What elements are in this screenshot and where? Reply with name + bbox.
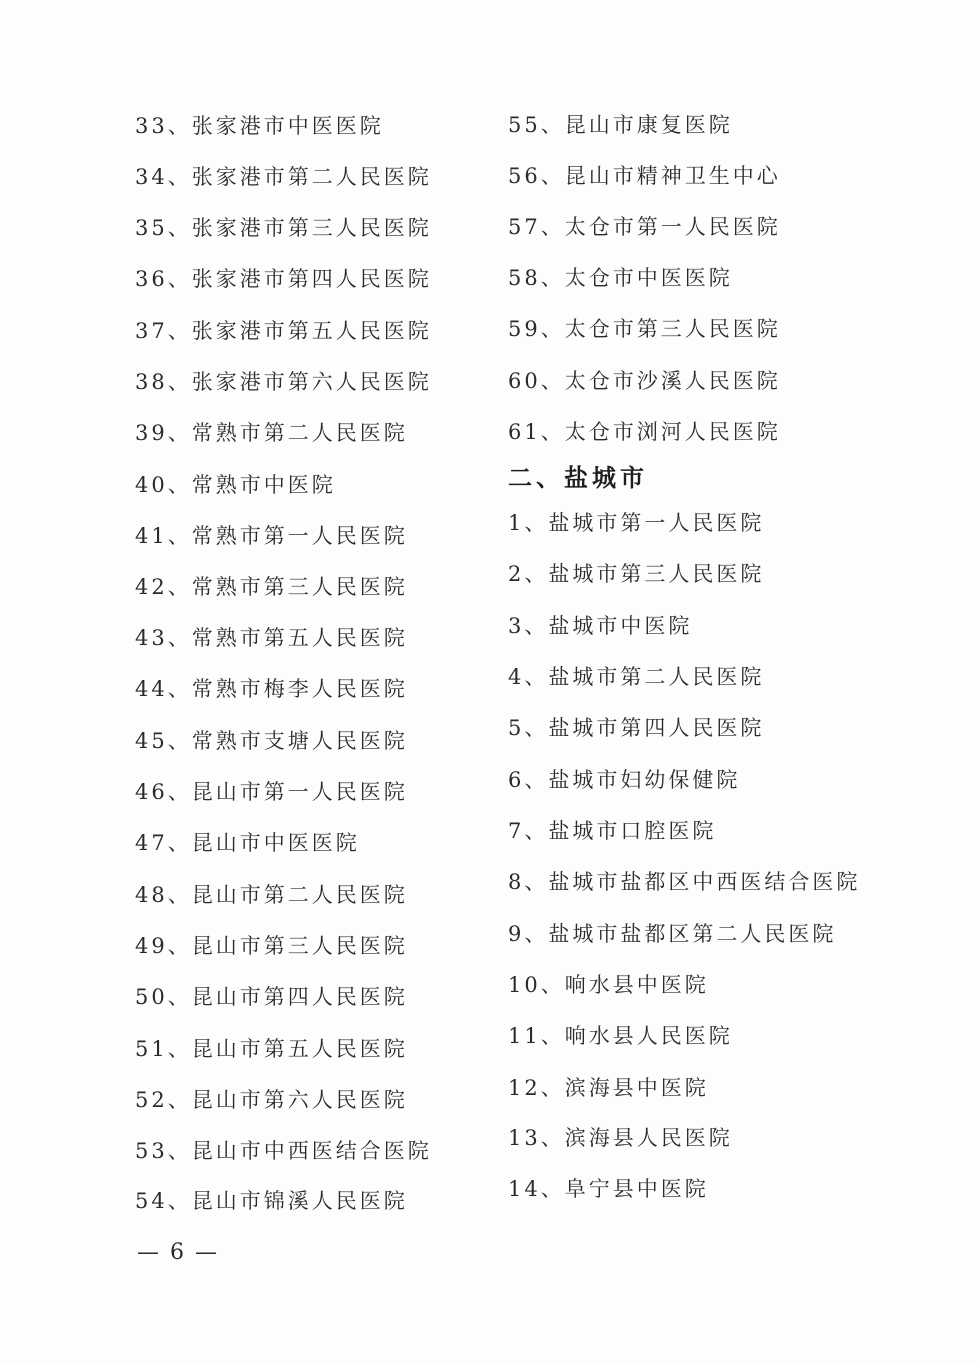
list-item: 59、太仓市第三人民医院 (508, 317, 781, 341)
list-item: 42、常熟市第三人民医院 (135, 575, 408, 599)
list-item: 55、昆山市康复医院 (508, 113, 733, 137)
list-item: 3、盐城市中医院 (508, 614, 693, 638)
list-item: 35、张家港市第三人民医院 (135, 216, 432, 240)
list-item: 43、常熟市第五人民医院 (135, 626, 408, 650)
list-item: 56、昆山市精神卫生中心 (508, 164, 781, 188)
list-item: 44、常熟市梅李人民医院 (135, 677, 408, 701)
list-item: 34、张家港市第二人民医院 (135, 165, 432, 189)
list-item: 52、昆山市第六人民医院 (135, 1088, 408, 1112)
list-item: 37、张家港市第五人民医院 (135, 319, 432, 343)
list-item: 4、盐城市第二人民医院 (508, 665, 765, 689)
list-item: 49、昆山市第三人民医院 (135, 934, 408, 958)
list-item: 54、昆山市锦溪人民医院 (135, 1189, 408, 1213)
list-item: 53、昆山市中西医结合医院 (135, 1139, 432, 1163)
list-item: 1、盐城市第一人民医院 (508, 511, 765, 535)
list-item: 12、滨海县中医院 (508, 1076, 709, 1100)
list-item: 7、盐城市口腔医院 (508, 819, 717, 843)
list-item: 40、常熟市中医院 (135, 473, 336, 497)
list-item: 41、常熟市第一人民医院 (135, 524, 408, 548)
list-item: 51、昆山市第五人民医院 (135, 1037, 408, 1061)
list-item: 13、滨海县人民医院 (508, 1126, 733, 1150)
list-item: 9、盐城市盐都区第二人民医院 (508, 922, 837, 946)
list-item: 60、太仓市沙溪人民医院 (508, 369, 781, 393)
list-item: 39、常熟市第二人民医院 (135, 421, 408, 445)
list-item: 48、昆山市第二人民医院 (135, 883, 408, 907)
list-item: 47、昆山市中医医院 (135, 831, 360, 855)
list-item: 57、太仓市第一人民医院 (508, 215, 781, 239)
list-item: 10、响水县中医院 (508, 973, 709, 997)
list-item: 8、盐城市盐都区中西医结合医院 (508, 870, 861, 894)
list-item: 50、昆山市第四人民医院 (135, 985, 408, 1009)
list-item: 14、阜宁县中医院 (508, 1177, 709, 1201)
list-item: 6、盐城市妇幼保健院 (508, 768, 741, 792)
section-heading: 二、盐城市 (508, 463, 648, 492)
list-item: 11、响水县人民医院 (508, 1024, 733, 1048)
list-item: 2、盐城市第三人民医院 (508, 562, 765, 586)
page-number: — 6 — (137, 1240, 219, 1265)
list-item: 36、张家港市第四人民医院 (135, 267, 432, 291)
list-item: 33、张家港市中医医院 (135, 114, 384, 138)
list-item: 45、常熟市支塘人民医院 (135, 729, 408, 753)
list-item: 46、昆山市第一人民医院 (135, 780, 408, 804)
list-item: 38、张家港市第六人民医院 (135, 370, 432, 394)
list-item: 58、太仓市中医医院 (508, 266, 733, 290)
list-item: 61、太仓市浏河人民医院 (508, 420, 781, 444)
list-item: 5、盐城市第四人民医院 (508, 716, 765, 740)
